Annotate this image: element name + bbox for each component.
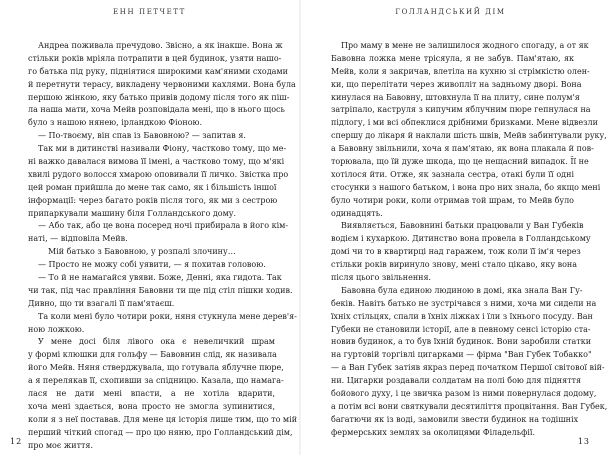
text-line: Бавовна була єдиною людиною в домі, яка знала Ван Гу- — [341, 285, 583, 295]
text-line: кинулася на Бавовну, штовхнула її на плиту, сине полум'я — [331, 92, 580, 102]
text-line: бойового духу, і це звичка разом із ними повернулася додому, — [331, 389, 597, 399]
text-line: Виявляється, Бавовнині батьки працювали у Ван Губеків — [341, 221, 584, 231]
text-line: Дивно, що ти взагалі її пам'ятаєш. — [28, 298, 175, 308]
text-line: одинадцять. — [331, 208, 383, 218]
text-line: чи так, під час правління Бавовни ти ще під стіл пішки ходив. — [28, 285, 293, 295]
text-line: стосунки з нашого батьком, і вона про них знала, бо якщо мені — [331, 182, 601, 192]
text-line: перший чіткий спогад — про цю няню, про Голландський дім, — [28, 427, 293, 437]
text-line: Мейв, коли я закричав, влетіла на кухню зі стрімкістю олен- — [331, 66, 590, 76]
right-running-head: ГОЛЛАНДСЬКИЙ ДІМ — [395, 8, 506, 16]
text-line: стільки років виринуло знову, мені стало цікаво, яку вона — [331, 260, 578, 270]
text-line: водієм і кухаркою. Дитинство вона провела в Голландському — [331, 234, 591, 244]
text-line: — а Ван Губек затіяв якраз перед початком Першої світової вій- — [331, 363, 605, 373]
text-line: ні важко давалася вимова її імені, а частково тому, що м'які — [28, 157, 285, 167]
text-line: — То й не намагайся увяви. Боже, Денні, яка гидота. Так — [38, 273, 282, 283]
text-line: першою жінкою, яку батько привів додому після того як піш- — [28, 92, 290, 102]
left-text-block — [28, 40, 298, 453]
text-line: У мене досі біля лівого ока є невеличкий шрам — [38, 337, 275, 347]
text-line: ною ложкою. — [28, 324, 85, 334]
text-line: Бавовна ложка мене трісяула, я не забув. Пам'ятаю, як — [331, 53, 574, 63]
left-page-number: 12 — [10, 437, 23, 446]
text-line: беків. Навіть батько не зустрічався з ними, хоча ми сидели на — [331, 298, 597, 308]
right-text-block — [331, 40, 607, 440]
text-line: було чотири роки, коли отримав той шрам, то Мейв було — [331, 195, 574, 205]
text-line: лася не дати мені впасти, а не хотіла вдарити, — [28, 389, 275, 399]
text-line: хоча мені здається, вона просто не змогла зупинитися, — [28, 401, 275, 411]
text-line: ки, що перелітати через живопліт на задньому дворі. Вона — [331, 79, 582, 89]
text-line: його Мейв. Няня стверджувала, що готувала яблучне пюре, — [28, 363, 284, 373]
text-line: спершу до лікаря й наклали шість швів, Мейв забинтували руку, — [331, 131, 607, 141]
text-line: наті, — відповіла Мейв. — [28, 234, 128, 244]
text-line: фермерських землях за околицями Філадельфії. — [331, 427, 536, 437]
left-running-head: ЕНН ПЕТЧЕТТ — [113, 8, 186, 16]
text-line: го батька під руку, підніятися широкими кам'яними сходами — [28, 66, 288, 76]
right-page — [301, 0, 607, 455]
text-line: а потім всі вони святкували десятиліття процвітання. Ван Губек, — [331, 401, 607, 411]
text-line: інформації: через багато років після того, як ми з сестрою — [28, 195, 278, 205]
text-line: ни. Цигарки роздавали солдатам на полі бою для підняття — [331, 376, 582, 386]
text-line: — По-твоєму, він спав із Бавовною? — запитав я. — [38, 131, 246, 141]
text-line: їхніх стільцях, спали в їхніх ліжках і їли з їхнього посуду. Ван — [331, 311, 593, 321]
right-page-number: 13 — [577, 437, 590, 446]
text-line: після цього звільнення. — [331, 273, 432, 283]
text-line: ла наша мати, хоча Мейв розповідала мені, що в нього щось — [28, 105, 285, 115]
text-line: Про маму в мене не залишилося жодного спогаду, а от як — [341, 41, 589, 50]
text-line: було з нашою нянею, ірландкою Фіоною. — [28, 118, 203, 128]
text-line: а я перелякав її, схопивши за спідницю. Казала, що намага- — [28, 376, 284, 386]
text-line: коли я з неї поставав. Для мене ця історія лише тим, що то мій — [28, 414, 298, 424]
text-line: — Просто не можу собі уявити, — я похитав головою. — [38, 260, 266, 270]
text-line: багатючи як із воді, замовили звести будинок на тодішніх — [331, 414, 579, 424]
text-line: й перетнути терасу, викладену червоними кахлями. Вона була — [28, 79, 296, 89]
text-line: підлогу, і ми всі обпеклися дрібними бризками. Мене відвезли — [331, 118, 598, 128]
text-line: новив будинок, а то був їхній будинок. Вони заробили статки — [331, 337, 592, 347]
text-line: затріпало, каструля з кипучим яблучним пюре гепнулася на — [331, 105, 591, 115]
text-line: Та коли мені було чотири роки, няня стукнула мене дерев'я- — [38, 311, 297, 321]
text-line: хотілося йти. Отже, як зазнала сестра, отакі були її одні — [331, 169, 574, 179]
text-line: цей роман прийшла до мене так само, як і більшість іншої — [28, 182, 277, 192]
text-line: — Або так, або це вона посеред ночі прибирала в його кім- — [38, 221, 289, 231]
text-line: про моє життя. — [28, 440, 94, 450]
text-line: Мій батько з Бавовною, у розпалі злочину… — [48, 247, 236, 257]
text-line: хвилі рудого волосся хмарою оповивали її личко. Звістка про — [28, 169, 289, 179]
text-line: Так ми в дитинстві називали Фіону, частково тому, що ме- — [38, 144, 287, 154]
text-line: Губеки не становили історії, але в певному сенсі історію ста- — [331, 324, 591, 334]
text-line: Андреа поживала пречудово. Звісно, а як інакше. Вона ж — [38, 41, 283, 50]
text-line: на гуртовій торгівлі цигарками — фірма "Ван Губек Тобакко" — [331, 350, 592, 360]
text-line: стільки років мріяла потрапити в цей будинок, узяти нашо- — [28, 53, 282, 63]
text-line: а Бавовну звільнили, хоча я пам'ятаю, як вона плакала й пов- — [331, 144, 594, 154]
text-line: торювала, що їй дуже шкода, що це нещасний випадок. Її не — [331, 157, 589, 167]
text-line: домі чи то в квартирці над гаражем, тож коли її ім'я через — [331, 247, 581, 257]
text-line: у формі клюшки для гольфу — Бавовнин слід, як називала — [28, 350, 277, 360]
text-line: припаркували машину біля Голландського дому. — [28, 208, 237, 218]
left-page — [0, 0, 299, 455]
